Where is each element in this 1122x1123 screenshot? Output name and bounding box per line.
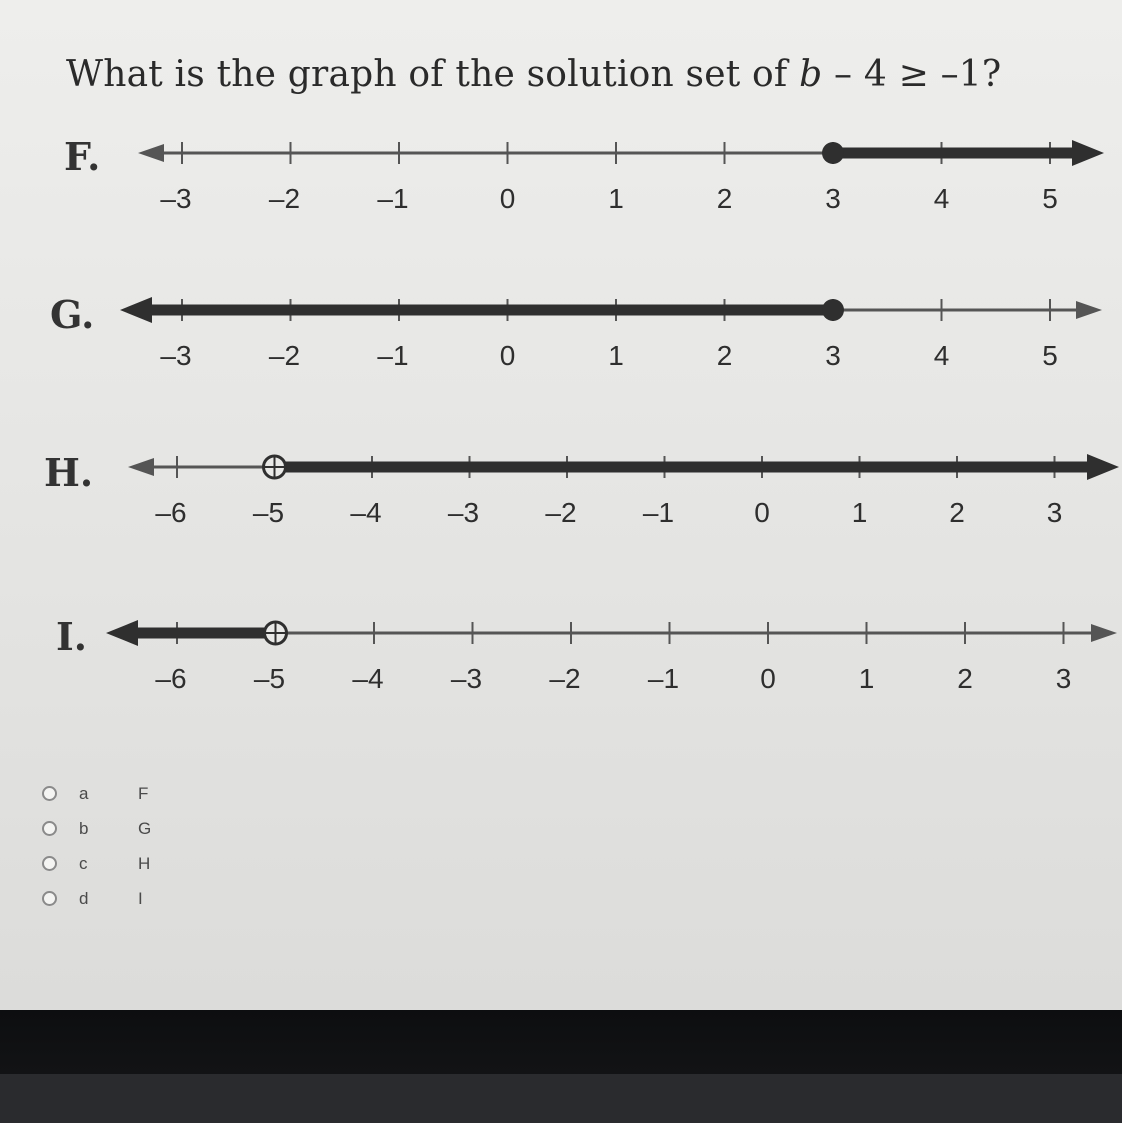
question-variable: b xyxy=(799,54,823,95)
closed-endpoint-g xyxy=(822,299,844,321)
left-arrow-f xyxy=(138,144,164,162)
tick-label: –5 xyxy=(253,663,286,694)
radio-button-b[interactable] xyxy=(42,821,57,836)
tick-label: 0 xyxy=(754,497,770,528)
choice-text-a: F xyxy=(138,783,149,803)
choice-text-c: H xyxy=(138,853,151,873)
answer-choices xyxy=(42,776,152,916)
option-label-h: H. xyxy=(44,450,94,495)
tick-label: 2 xyxy=(949,497,965,528)
radio-button-c[interactable] xyxy=(42,856,57,871)
solution-arrow-g xyxy=(120,297,152,323)
choice-c[interactable] xyxy=(42,846,151,881)
tick-label: –3 xyxy=(450,663,483,694)
tick-label: –2 xyxy=(268,183,301,214)
tick-label: 3 xyxy=(1046,497,1063,528)
question-prefix: What is the graph of the solution set of xyxy=(66,54,800,95)
choice-letter-c: c xyxy=(79,853,88,873)
tick-label: 1 xyxy=(851,497,868,528)
tick-label: 3 xyxy=(1055,663,1072,694)
tick-label: –2 xyxy=(549,663,581,694)
radio-button-d[interactable] xyxy=(42,891,57,906)
tick-label: –2 xyxy=(545,497,577,528)
tick-label: 0 xyxy=(499,340,516,371)
tick-label: 1 xyxy=(608,183,624,214)
tick-label: –1 xyxy=(642,497,675,528)
tick-label: 2 xyxy=(716,340,733,371)
tick-label: –6 xyxy=(155,497,187,528)
tick-label: 2 xyxy=(957,663,973,694)
tick-label: 4 xyxy=(933,340,950,371)
tick-label: 3 xyxy=(825,183,841,214)
tick-label: –1 xyxy=(647,663,680,694)
radio-button-a[interactable] xyxy=(42,786,57,801)
solution-arrow-i xyxy=(106,620,138,646)
tick-label: 2 xyxy=(716,183,733,214)
left-arrow-h xyxy=(128,458,154,476)
tick-label: 4 xyxy=(933,183,950,214)
tick-label: 5 xyxy=(1042,183,1058,214)
tick-label: –6 xyxy=(155,663,187,694)
tick-label: –4 xyxy=(352,663,384,694)
option-label-f: F. xyxy=(64,134,101,179)
question-suffix: – 4 ≥ –1? xyxy=(822,54,1002,95)
solution-arrow-h xyxy=(1087,454,1119,480)
closed-endpoint-f xyxy=(822,142,844,164)
option-label-g: G. xyxy=(50,292,95,337)
choice-text-b: G xyxy=(138,818,152,838)
tick-label: 0 xyxy=(760,663,776,694)
monitor-bezel xyxy=(0,1010,1122,1123)
solution-arrow-f xyxy=(1072,140,1104,166)
choice-letter-a: a xyxy=(79,783,89,803)
tick-label: 1 xyxy=(858,663,875,694)
choice-d[interactable] xyxy=(42,881,143,916)
tick-label: 5 xyxy=(1042,340,1058,371)
choice-b[interactable] xyxy=(42,811,152,846)
right-arrow-i xyxy=(1091,624,1117,642)
tick-label: –3 xyxy=(160,340,192,371)
tick-label: 1 xyxy=(608,340,624,371)
choice-letter-d: d xyxy=(79,888,89,908)
choice-text-d: I xyxy=(138,888,143,908)
tick-label: –4 xyxy=(350,497,382,528)
tick-label: –5 xyxy=(252,497,285,528)
tick-label: –3 xyxy=(447,497,480,528)
tick-label: 3 xyxy=(825,340,841,371)
tick-label: –1 xyxy=(377,340,409,371)
tick-label: –2 xyxy=(268,340,301,371)
choice-a[interactable] xyxy=(42,776,149,811)
right-arrow-g xyxy=(1076,301,1102,319)
bezel-edge xyxy=(0,1074,1122,1123)
option-label-i: I. xyxy=(56,614,88,659)
choice-letter-b: b xyxy=(79,818,89,838)
tick-label: 0 xyxy=(499,183,516,214)
tick-label: –1 xyxy=(377,183,409,214)
tick-label: –3 xyxy=(160,183,192,214)
